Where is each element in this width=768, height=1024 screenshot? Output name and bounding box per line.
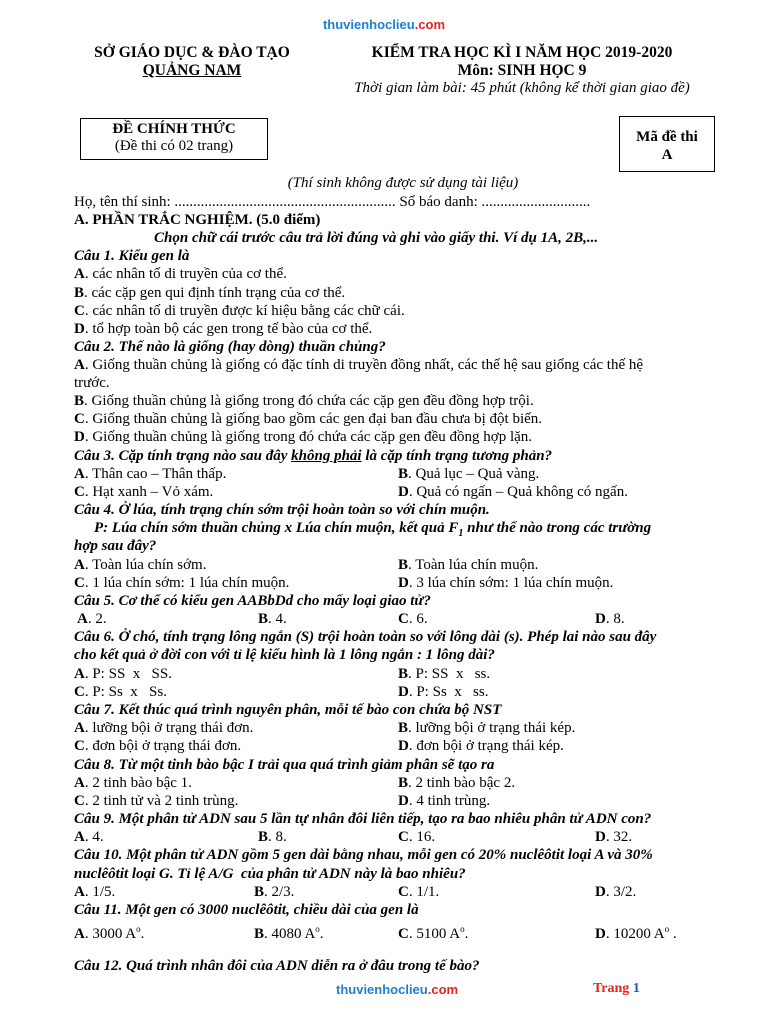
- question-6-title-continued: cho kết quả ở đời con với tỉ lệ kiểu hình là 1 lông ngắn : 1 lông dài?: [74, 647, 495, 663]
- page-label: Trang: [593, 981, 630, 996]
- q5-option-b: B. 4.: [258, 611, 287, 627]
- q7-option-a: A. lưỡng bội ở trạng thái đơn.: [74, 720, 254, 736]
- question-11-title: Câu 11. Một gen có 3000 nuclêôtit, chiều dài của gen là: [74, 902, 419, 918]
- question-10-title-continued: nuclêôtit loại G. Tỉ lệ A/G của phân tử ADN này là bao nhiêu?: [74, 866, 466, 882]
- question-1-title: Câu 1. Kiểu gen là: [74, 248, 190, 264]
- exam-subject: Môn: SINH HỌC 9: [457, 62, 587, 79]
- q11-option-c: C. 5100 $A^o$.: [398, 924, 469, 942]
- department-name: SỞ GIÁO DỤC & ĐÀO TẠO: [94, 44, 290, 61]
- q3-option-d: D. Quả có ngấn – Quả không có ngấn.: [398, 484, 628, 500]
- q4-option-a: A. Toàn lúa chín sớm.: [74, 557, 207, 573]
- q10-option-c: C. 1/1.: [398, 884, 440, 900]
- q10-option-b: B. 2/3.: [254, 884, 295, 900]
- q2-option-b: B. Giống thuần chủng là giống trong đó chứa các cặp gen đều đồng hợp trội.: [74, 393, 534, 409]
- official-box: [80, 118, 268, 160]
- q4-option-d: D. 3 lúa chín sớm: 1 lúa chín muộn.: [398, 575, 614, 591]
- q11-option-a: A. 3000 $A^o$.: [74, 924, 145, 942]
- question-2-title: Câu 2. Thế nào là giống (hay dòng) thuần chủng?: [74, 339, 386, 355]
- q9-option-b: B. 8.: [258, 829, 287, 845]
- q6-option-d: D. P: Ss x ss.: [398, 684, 489, 700]
- q1-option-a: A. các nhân tố di truyền của cơ thể.: [74, 266, 287, 282]
- footer-site-name: thuvienhoclieu: [336, 982, 428, 997]
- q4-option-b: B. Toàn lúa chín muộn.: [398, 557, 539, 573]
- q6-option-b: B. P: SS x ss.: [398, 666, 491, 682]
- q6-option-a: A. P: SS x SS.: [74, 666, 172, 682]
- question-10-title: Câu 10. Một phân tử ADN gồm 5 gen dài bằng nhau, mỗi gen có 20% nuclêôtit loại A và 30%: [74, 847, 653, 863]
- question-6-title: Câu 6. Ở chó, tính trạng lông ngắn (S) trội hoàn toàn so với lông dài (s). Phép lai nào sau đây: [74, 629, 657, 645]
- answer-guide: Chọn chữ cái trước câu trả lời đúng và ghi vào giấy thi. Ví dụ 1A, 2B,...: [154, 230, 599, 246]
- q9-option-c: C. 16.: [398, 829, 436, 845]
- q5-option-a: A. 2.: [77, 611, 107, 627]
- q10-option-d: D. 3/2.: [595, 884, 637, 900]
- q9-option-a: A. 4.: [74, 829, 104, 845]
- question-3-title: Câu 3. Cặp tính trạng nào sau đây không phải là cặp tính trạng tương phản?: [74, 448, 553, 464]
- question-8-title: Câu 8. Từ một tinh bào bậc I trải qua quá trình giảm phân sẽ tạo ra: [74, 757, 495, 773]
- q5-option-d: D. 8.: [595, 611, 625, 627]
- q7-option-d: D. đơn bội ở trạng thái kép.: [398, 738, 564, 754]
- question-4-title: Câu 4. Ở lúa, tính trạng chín sớm trội hoàn toàn so với chín muộn.: [74, 502, 490, 518]
- q8-option-b: B. 2 tinh bào bậc 2.: [398, 775, 516, 791]
- question-4-title-continued: hợp sau đây?: [74, 538, 157, 554]
- question-4-cross: P: Lúa chín sớm thuần chủng x Lúa chín muộn, kết quả $F_1$ như thế nào trong các trường: [94, 520, 652, 539]
- page-indicator: [593, 981, 640, 997]
- q3-option-b: B. Quả lục – Quả vàng.: [398, 466, 540, 482]
- page-count-note: (Đề thi có 02 trang): [114, 138, 234, 154]
- exam-code-value: A: [661, 147, 673, 163]
- footer-site[interactable]: [336, 982, 458, 997]
- site-tld: .com: [414, 17, 446, 32]
- q8-option-d: D. 4 tinh trùng.: [398, 793, 491, 809]
- q2-option-d: D. Giống thuần chủng là giống trong đó chứa các cặp gen đều đồng hợp lặn.: [74, 429, 533, 445]
- q2-option-c: C. Giống thuần chủng là giống bao gồm các gen đại ban đầu chưa bị đột biến.: [74, 411, 543, 427]
- q6-option-c: C. P: Ss x Ss.: [74, 684, 167, 700]
- q8-option-c: C. 2 tinh tử và 2 tinh trùng.: [74, 793, 239, 809]
- q7-option-c: C. đơn bội ở trạng thái đơn.: [74, 738, 242, 754]
- q1-option-b: B. các cặp gen qui định tính trạng của cơ thể.: [74, 285, 346, 301]
- q5-option-c: C. 6.: [398, 611, 428, 627]
- q9-option-d: D. 32.: [595, 829, 633, 845]
- candidate-info-line: Họ, tên thí sinh: ........................................................... Số báo danh: .............................: [74, 194, 591, 210]
- q3-option-c: C. Hạt xanh – Vỏ xám.: [74, 484, 214, 500]
- page-number: 1: [632, 981, 640, 996]
- q1-option-d: D. tổ hợp toàn bộ các gen trong tế bào của cơ thể.: [74, 321, 373, 337]
- q4-option-c: C. 1 lúa chín sớm: 1 lúa chín muộn.: [74, 575, 290, 591]
- exam-code-box: [619, 116, 715, 172]
- q3-option-a: A. Thân cao – Thân thấp.: [74, 466, 227, 482]
- q2-option-a-continued: trước.: [74, 375, 110, 391]
- question-5-title: Câu 5. Cơ thể có kiểu gen AABbDd cho mấy loại giao tử?: [74, 593, 431, 609]
- exam-title: KIỂM TRA HỌC KÌ I NĂM HỌC 2019-2020: [371, 44, 673, 61]
- q10-option-a: A. 1/5.: [74, 884, 116, 900]
- official-label: ĐỀ CHÍNH THỨC: [112, 121, 236, 137]
- q11-option-b: B. 4080 $A^o$.: [254, 924, 324, 942]
- q2-option-a: A. Giống thuần chủng là giống có đặc tính di truyền đồng nhất, các thế hệ sau giống các thế hệ: [74, 357, 644, 373]
- section-a-heading: A. PHẦN TRẮC NGHIỆM. (5.0 điểm): [74, 212, 321, 228]
- site-name: thuvienhoclieu: [322, 17, 415, 32]
- question-7-title: Câu 7. Kết thúc quá trình nguyên phân, mỗi tế bào con chứa bộ NST: [74, 702, 502, 718]
- q7-option-b: B. lưỡng bội ở trạng thái kép.: [398, 720, 576, 736]
- no-documents-note: (Thí sinh không được sử dụng tài liệu): [287, 175, 519, 191]
- question-9-title: Câu 9. Một phân tử ADN sau 5 lần tự nhân đôi liên tiếp, tạo ra bao nhiêu phân tử ADN con?: [74, 811, 652, 827]
- q11-option-d: D. 10200 $A^o$ .: [595, 924, 677, 942]
- exam-code-label: Mã đề thi: [636, 129, 698, 145]
- exam-duration: Thời gian làm bài: 45 phút (không kể thời gian giao đề): [354, 80, 690, 96]
- question-12-title: Câu 12. Quá trình nhân đôi của ADN diễn ra ở đâu trong tế bào?: [74, 958, 480, 974]
- q1-option-c: C. các nhân tố di truyền được kí hiệu bằng các chữ cái.: [74, 303, 405, 319]
- q8-option-a: A. 2 tinh bào bậc 1.: [74, 775, 192, 791]
- province-name: QUẢNG NAM: [142, 62, 242, 79]
- site-header[interactable]: [0, 17, 768, 32]
- footer-site-tld: .com: [427, 982, 459, 997]
